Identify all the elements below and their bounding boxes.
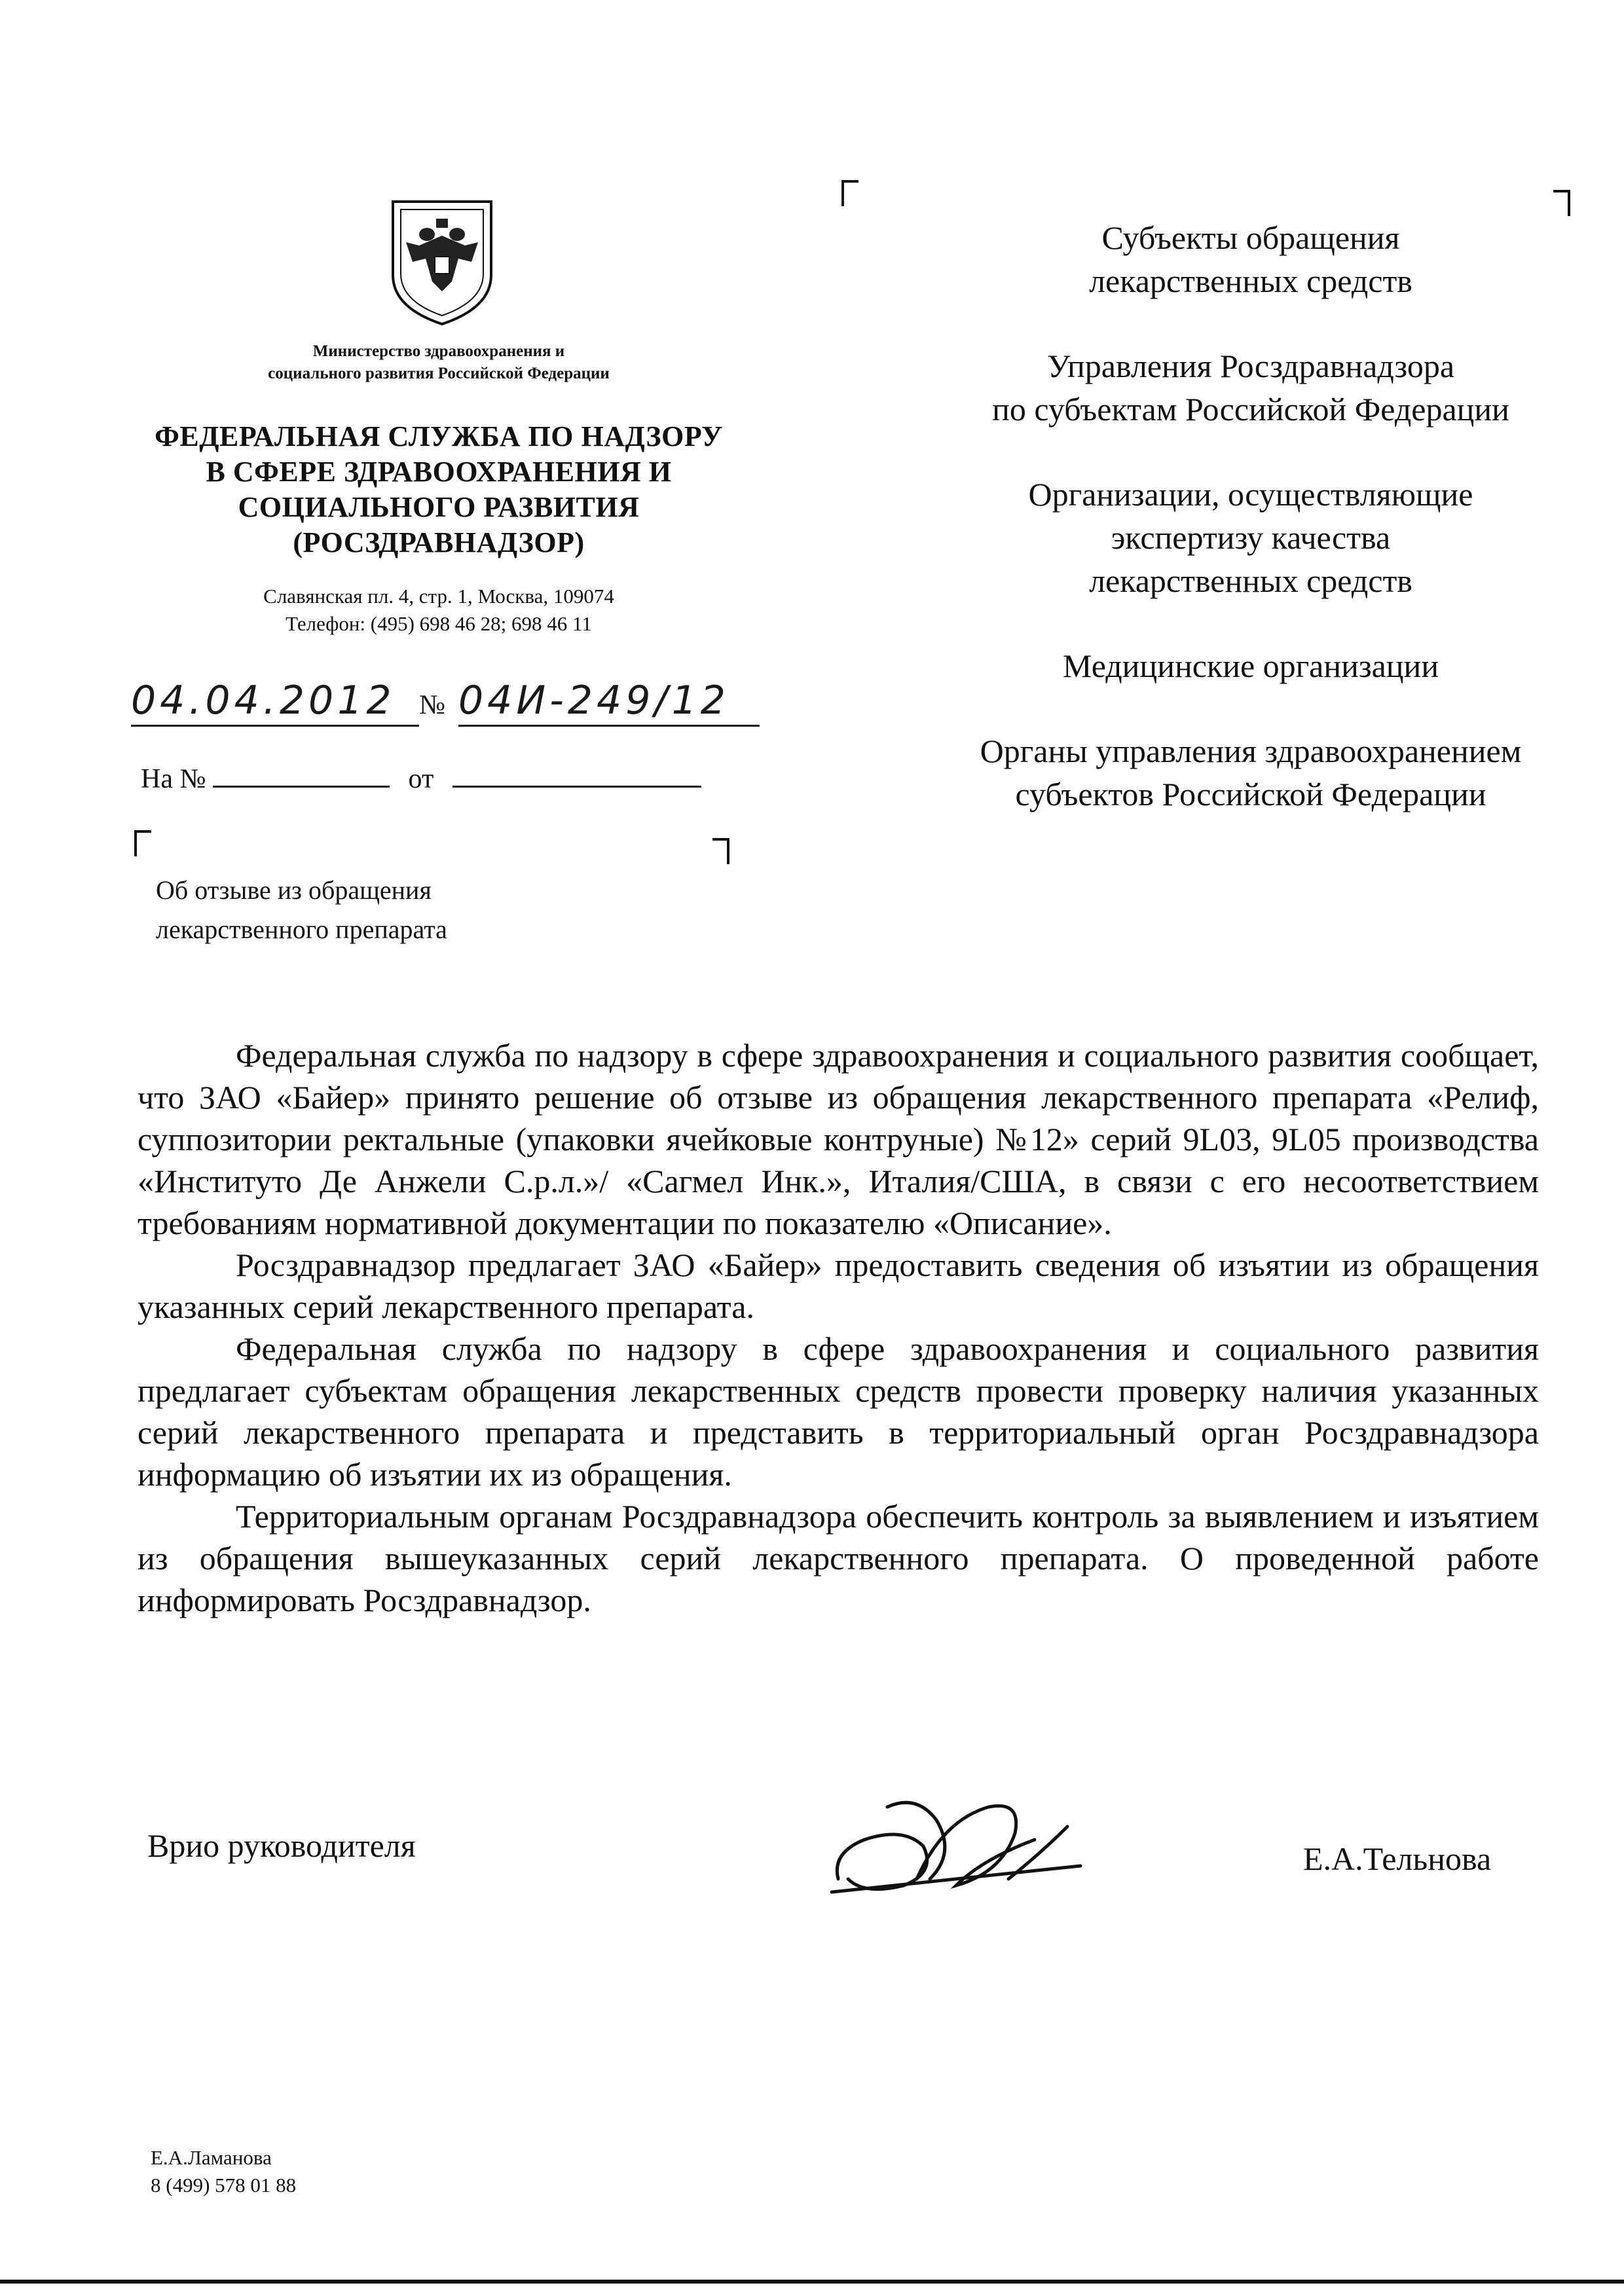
signatory-role: Врио руководителя [147,1827,416,1864]
handwritten-signature-icon [825,1781,1087,1905]
body-paragraph: Федеральная служба по надзору в сфере здравоохранения и социального развития предлагает субъектам обращения лекарственных средств провести проверку наличия указанных серий лекарственного препарата и представить в территориальный орган Росздравнадзора информацию об изъятии их из обращения. [138,1330,1539,1493]
executor-phone: 8 (499) 578 01 88 [151,2174,297,2196]
coat-of-arms-icon [386,196,498,327]
letter-body [138,1034,1539,1621]
reference-row [141,759,730,795]
phone-line: Телефон: (495) 698 46 28; 698 46 11 [286,612,592,635]
ministry-name: Министерство здравоохранения и социального развития Российской Федерации [268,342,610,382]
address-line: Славянская пл. 4, стр. 1, Москва, 109074 [263,585,614,608]
addressee-corner-left [841,180,858,206]
executor-name: Е.А.Ламанова [151,2146,272,2169]
addressee-item: Организации, осуществляющие экспертизу качества лекарственных средств [1028,476,1473,599]
addressee-corner-right [1553,190,1570,216]
addressee-item: Субъекты обращения лекарственных средств [1089,219,1412,299]
subject-corner-right [712,838,729,864]
ref-date-blank [452,759,701,788]
signatory-name: Е.А.Тельнова [1303,1840,1492,1877]
number-label: № [419,690,446,720]
registration-date: 04.04.2012 [131,678,419,727]
addressee-item: Органы управления здравоохранением субъектов Российской Федерации [980,733,1522,812]
addressee-item: Медицинские организации [1062,647,1439,684]
bottom-divider [0,2280,1624,2284]
body-paragraph: Росздравнадзор предлагает ЗАО «Байер» предоставить сведения об изъятии из обращения указанных серий лекарственного препарата. [138,1247,1539,1325]
addressee-list [891,216,1611,858]
letter-subject: Об отзыве из обращения лекарственного препарата [156,875,447,944]
ref-from-label: от [408,764,434,794]
body-paragraph: Территориальным органам Росздравнадзора обеспечить контроль за выявлением и изъятием из обращения вышеуказанных серий лекарственного препарата. О проведенной работе информировать Росздравнадзор. [138,1498,1539,1618]
service-name: ФЕДЕРАЛЬНАЯ СЛУЖБА ПО НАДЗОРУ В СФЕРЕ ЗДРАВООХРАНЕНИЯ И СОЦИАЛЬНОГО РАЗВИТИЯ (РОСЗДРАВНАДЗОР) [155,420,723,558]
service-address [164,583,714,638]
addressee-item: Управления Росздравнадзора по субъектам Российской Федерации [992,348,1509,428]
registration-row [131,678,773,737]
registration-number: 04И-249/12 [458,678,760,727]
executor-info [151,2144,296,2199]
ref-number-label: На № [141,764,206,794]
ref-number-blank [213,759,390,788]
body-paragraph: Федеральная служба по надзору в сфере здравоохранения и социального развития сообщает, что ЗАО «Байер» принято решение об отзыве из обращения лекарственного препарата «Релиф, суппозитории ректальные (упаковки ячейковые контруные) №12» серий 9L03, 9L05 производства «Институто Де Анжели С.р.л.»/ «Сагмел Инк.», Италия/США, в связи с его несоответствием требованиям нормативной документации по показателю «Описание». [138,1037,1539,1241]
subject-corner-left [134,830,151,856]
